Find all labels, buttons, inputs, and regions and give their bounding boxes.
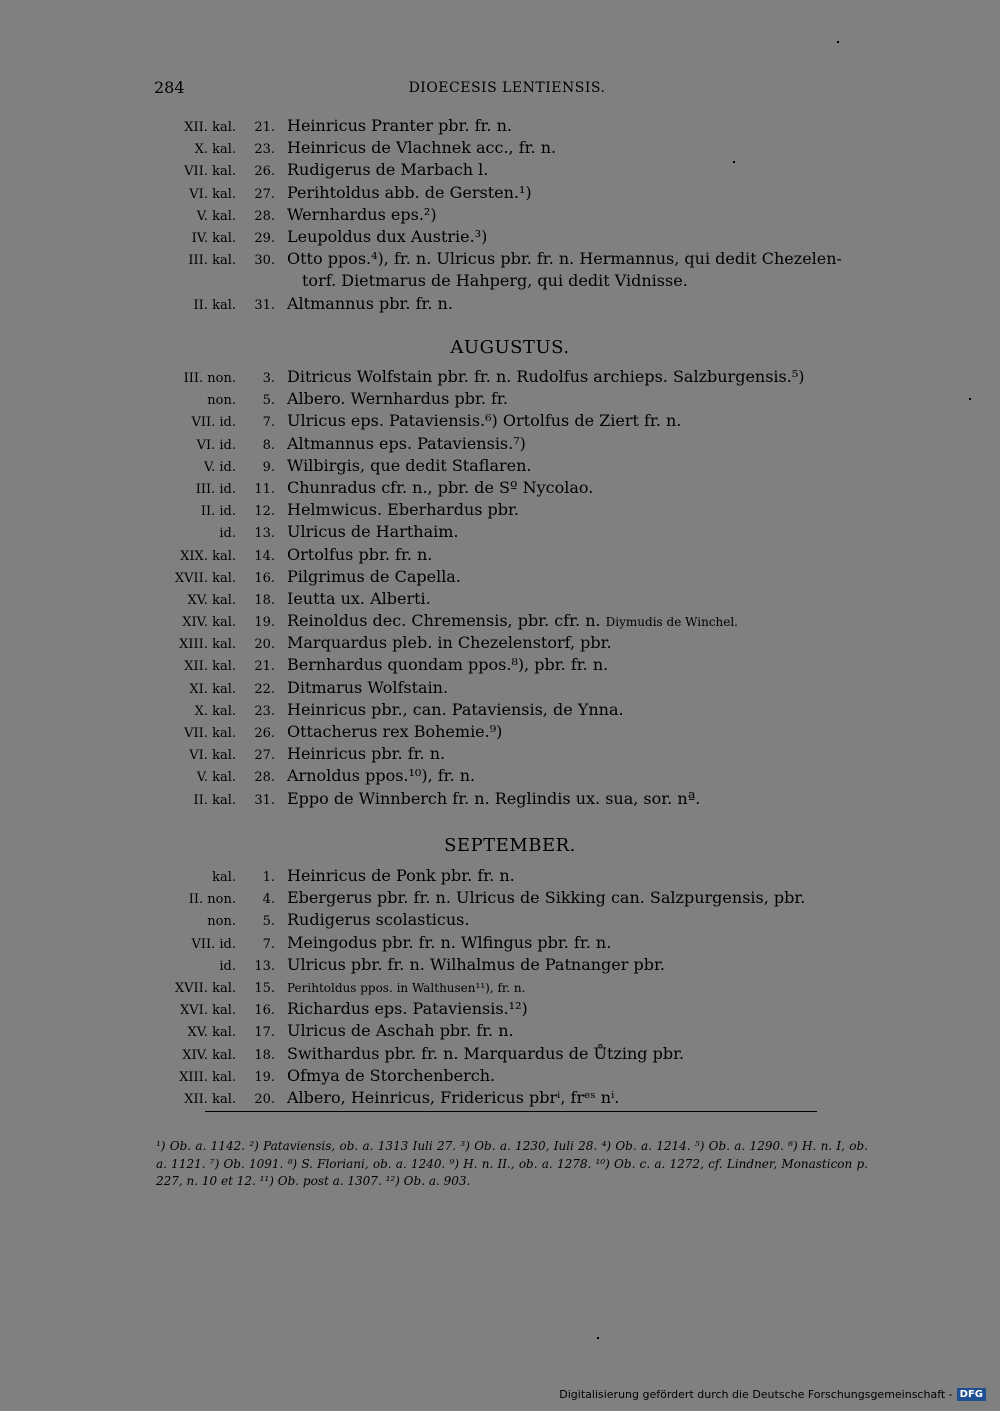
dfg-logo: DFG [957, 1388, 986, 1401]
entry-names: Heinricus de Ponk pbr. fr. n. [287, 866, 515, 885]
scan-speck [837, 41, 839, 43]
entry-text [287, 1066, 495, 1085]
calendar-entry-continuation [150, 271, 870, 293]
entry-day: 11. [254, 481, 275, 497]
entry-text [287, 611, 738, 630]
entry-date: XII. kal. [184, 659, 236, 675]
entry-date: XII. kal. [184, 1091, 236, 1107]
entry-day: 26. [254, 726, 275, 741]
entry-names: Ofmya de Storchenberch. [287, 1065, 496, 1085]
calendar-entry [150, 227, 870, 249]
entry-day: 14. [254, 548, 275, 564]
calendar-entry [150, 478, 870, 500]
calendar-entry [150, 1044, 870, 1066]
entry-date: V. kal. [196, 770, 236, 786]
calendar-entry [150, 700, 870, 722]
calendar-entry [150, 205, 870, 227]
entry-text [287, 700, 624, 719]
calendar-entry [150, 999, 870, 1021]
footnote: ¹¹) Ob. post a. 1307. [259, 1174, 382, 1188]
calendar-entry [150, 766, 870, 788]
entry-day: 18. [254, 592, 275, 608]
entry-text [287, 766, 475, 785]
entry-names: Ebergerus pbr. fr. n. Ulricus de Sikking can. Salzpurgensis, pbr. [287, 888, 806, 908]
footnote: ¹⁰) Ob. c. a. 1272, cf. Lindner, Monasticon p. 227, n. 10 et 12. [156, 1156, 868, 1188]
entry-date: non. [207, 914, 236, 930]
entry-names: Ditmarus Wolfstain. [287, 677, 449, 697]
entry-text [287, 1021, 514, 1040]
entry-day: 22. [254, 681, 275, 697]
entry-date: non. [207, 393, 236, 409]
entry-names: Ulricus de Harthaim. [287, 522, 459, 542]
entry-names: Albero. Wernhardus pbr. fr. [287, 389, 508, 409]
entry-names: Marquardus pleb. in Chezelenstorf, pbr. [287, 633, 612, 653]
calendar-entry [150, 888, 870, 910]
entry-text [287, 933, 611, 952]
entry-names: Pilgrimus de Capella. [287, 566, 461, 586]
entry-names: Ottacherus rex Bohemie.⁹) [287, 722, 503, 741]
september-entries [150, 866, 870, 1110]
entry-day: 8. [262, 437, 275, 453]
entry-date: X. kal. [194, 703, 236, 719]
calendar-entry [150, 977, 870, 999]
calendar-entry [150, 249, 870, 271]
page-header [154, 78, 860, 102]
entry-date: XIII. kal. [179, 1069, 236, 1085]
entry-names: Wilbirgis, que dedit Staflaren. [287, 455, 532, 475]
entry-text [287, 888, 805, 907]
entry-text [287, 249, 842, 268]
entry-names: Wernhardus eps.²) [287, 204, 437, 224]
entry-names: Rudigerus scolasticus. [287, 910, 470, 930]
july-entries [150, 116, 870, 316]
entry-day: 28. [254, 770, 275, 786]
entry-text [287, 1044, 684, 1063]
entry-names: Heinricus de Vlachnek acc., fr. n. [287, 138, 557, 158]
entry-text [287, 789, 700, 808]
calendar-entry [150, 955, 870, 977]
entry-text [287, 567, 461, 586]
entry-date: XIII. kal. [179, 637, 236, 653]
entry-names: Ieutta ux. Alberti. [287, 588, 431, 608]
footnote: ⁶) H. n. I, ob. a. 1121. [156, 1139, 868, 1171]
entry-date: id. [219, 526, 236, 542]
entry-names: Rudigerus de Marbach l. [287, 160, 489, 180]
entry-date: VI. kal. [189, 186, 236, 202]
entry-names: Altmannus eps. Pataviensis.⁷) [287, 433, 526, 453]
entry-date: II. kal. [193, 297, 236, 313]
entry-date: VI. kal. [189, 748, 236, 764]
entry-day: 4. [262, 892, 275, 908]
footnote: ³) Ob. a. 1230, Iuli 28. [460, 1139, 598, 1153]
entry-text [287, 456, 531, 475]
entry-date: VII. kal. [184, 726, 236, 741]
august-entries [150, 367, 870, 811]
entry-text [287, 1088, 619, 1107]
entry-date: VII. kal. [184, 164, 236, 180]
entry-names: Eppo de Winnberch fr. n. Reglindis ux. sua, sor. nª. [287, 788, 701, 808]
entry-names: Albero, Heinricus, Fridericus pbrⁱ, frᵉˢ nⁱ. [287, 1087, 620, 1107]
calendar-entry [150, 789, 870, 811]
calendar-entry [150, 116, 870, 138]
calendar-entry [150, 138, 870, 160]
entry-day: 18. [254, 1047, 275, 1063]
entry-names: Meingodus pbr. fr. n. Wlfingus pbr. fr. n. [287, 932, 612, 952]
entry-small-note: Perihtoldus ppos. in Walthusen¹¹), fr. n. [287, 980, 526, 995]
calendar-entry [150, 722, 870, 744]
entry-day: 5. [262, 393, 275, 409]
calendar-entry [150, 633, 870, 655]
running-title: DIOECESIS LENTIENSIS. [408, 80, 606, 96]
scan-speck [597, 1337, 599, 1339]
footnote: ⁷) Ob. 1091. [209, 1156, 284, 1171]
entry-names: Ditricus Wolfstain pbr. fr. n. Rudolfus archieps. Salzburgensis.⁵) [287, 367, 805, 386]
entry-text [287, 977, 525, 996]
entry-text [287, 367, 805, 386]
entry-day: 17. [254, 1025, 275, 1041]
entry-date: II. kal. [193, 792, 236, 808]
entry-day: 27. [254, 186, 275, 202]
footnote: ⁴) Ob. a. 1214. [601, 1139, 691, 1153]
entry-text-continuation: torf. Dietmarus de Hahperg, qui dedit Vidnisse. [302, 271, 688, 291]
entry-day: 20. [254, 637, 275, 653]
footnote: ⁸) S. Floriani, ob. a. 1240. [287, 1156, 446, 1171]
entry-text [287, 389, 508, 408]
entry-day: 12. [254, 504, 275, 520]
entry-text [287, 633, 612, 652]
entry-names: Ulricus pbr. fr. n. Wilhalmus de Patnanger pbr. [287, 954, 665, 974]
footnote: ⁵) Ob. a. 1290. [694, 1139, 784, 1153]
entry-day: 26. [254, 164, 275, 180]
entry-text [287, 160, 488, 179]
entry-day: 15. [254, 980, 275, 996]
entry-day: 20. [254, 1091, 275, 1107]
entry-day: 9. [262, 459, 275, 475]
entry-text [287, 500, 519, 519]
entry-text [287, 411, 681, 430]
entry-day: 31. [254, 297, 275, 313]
calendar-entry [150, 500, 870, 522]
entry-date: XVI. kal. [180, 1003, 236, 1019]
footnote: ²) Pataviensis, ob. a. 1313 Iuli 27. [249, 1139, 457, 1153]
entry-date: X. kal. [194, 142, 236, 158]
entry-text [287, 999, 528, 1018]
calendar-entry [150, 744, 870, 766]
entry-day: 30. [254, 253, 275, 269]
entry-names: Chunradus cfr. n., pbr. de Sº Nycolao. [287, 477, 594, 497]
entry-date: III. kal. [188, 253, 236, 269]
entry-day: 19. [254, 1069, 275, 1085]
calendar-entry [150, 160, 870, 182]
entry-day: 21. [254, 659, 275, 675]
entry-text [287, 678, 448, 697]
page-number: 284 [154, 78, 185, 97]
calendar-entry [150, 545, 870, 567]
calendar-entry [150, 434, 870, 456]
entry-date: VII. id. [191, 936, 236, 952]
funding-text: Digitalisierung gefördert durch die Deutsche Forschungsgemeinschaft - [559, 1387, 953, 1401]
entry-names: Arnoldus ppos.¹⁰), fr. n. [287, 766, 476, 786]
entry-day: 23. [254, 142, 275, 158]
entry-date: XI. kal. [189, 681, 236, 697]
entry-day: 7. [262, 415, 275, 431]
entry-names: Perihtoldus abb. de Gersten.¹) [287, 182, 532, 202]
entry-names: Richardus eps. Pataviensis.¹²) [287, 999, 528, 1019]
entry-names: Helmwicus. Eberhardus pbr. [287, 500, 520, 520]
calendar-entry [150, 294, 870, 316]
entry-names: Ulricus eps. Pataviensis.⁶) Ortolfus de Ziert fr. n. [287, 411, 682, 431]
entry-text [287, 138, 556, 157]
entry-date: V. kal. [196, 208, 236, 224]
entry-text [287, 434, 526, 453]
footnote-rule [205, 1111, 817, 1112]
entry-names: Ulricus de Aschah pbr. fr. n. [287, 1021, 514, 1041]
entry-day: 29. [254, 230, 275, 246]
entry-day: 1. [262, 870, 275, 885]
entry-names: Heinricus pbr., can. Pataviensis, de Ynna. [287, 699, 624, 719]
entry-day: 7. [262, 936, 275, 952]
calendar-entry [150, 1066, 870, 1088]
calendar-entry [150, 567, 870, 589]
entry-date: XIV. kal. [182, 615, 236, 631]
entry-names: Swithardus pbr. fr. n. Marquardus de Ůtzing pbr. [287, 1043, 685, 1063]
entry-text [287, 910, 469, 929]
entry-text [287, 294, 453, 313]
entry-day: 16. [254, 1003, 275, 1019]
funding-notice [559, 1384, 986, 1404]
entry-date: IV. kal. [191, 230, 236, 246]
footnote: ¹) Ob. a. 1142. [156, 1139, 246, 1153]
entry-names: Reinoldus dec. Chremensis, pbr. cfr. n. [287, 611, 601, 631]
entry-date: XIX. kal. [180, 548, 236, 564]
calendar-entry [150, 678, 870, 700]
entry-date: XII. kal. [184, 120, 236, 135]
entry-date: III. id. [195, 481, 236, 497]
entry-day: 21. [254, 120, 275, 135]
entry-day: 16. [254, 570, 275, 586]
entry-date: VI. id. [196, 437, 236, 453]
entry-date: VII. id. [191, 415, 236, 431]
entry-text [287, 227, 487, 246]
entry-names: Ortolfus pbr. fr. n. [287, 544, 433, 564]
calendar-entry [150, 1021, 870, 1043]
calendar-entry [150, 522, 870, 544]
calendar-entry [150, 655, 870, 677]
entry-text [287, 744, 445, 763]
calendar-entry [150, 866, 870, 888]
entry-text [287, 545, 432, 564]
entry-text [287, 205, 437, 224]
entry-text [287, 722, 502, 741]
september-heading: SEPTEMBER. [444, 835, 576, 856]
calendar-entry [150, 1088, 870, 1110]
entry-date: V. id. [204, 459, 236, 475]
entry-day: 13. [254, 526, 275, 542]
calendar-entry [150, 183, 870, 205]
calendar-entry [150, 933, 870, 955]
scan-speck [733, 161, 735, 163]
entry-date: XV. kal. [187, 1025, 236, 1041]
entry-date: XVII. kal. [174, 570, 236, 586]
calendar-entry [150, 910, 870, 932]
entry-text [287, 478, 593, 497]
entry-day: 23. [254, 703, 275, 719]
entry-date: XVII. kal. [174, 980, 236, 996]
entry-date: XIV. kal. [182, 1047, 236, 1063]
entry-day: 19. [254, 615, 275, 631]
entry-text [287, 866, 515, 885]
entry-day: 27. [254, 748, 275, 764]
calendar-entry [150, 589, 870, 611]
calendar-entry [150, 411, 870, 433]
entry-text [287, 183, 532, 202]
scan-speck [969, 398, 971, 400]
entry-text [287, 522, 459, 541]
footnotes [156, 1138, 868, 1191]
entry-text [287, 116, 512, 135]
entry-names: Leupoldus dux Austrie.³) [287, 226, 488, 246]
entry-day: 13. [254, 958, 275, 974]
entry-names: Bernhardus quondam ppos.⁸), pbr. fr. n. [287, 655, 609, 675]
entry-text [287, 589, 431, 608]
entry-date: XV. kal. [187, 592, 236, 608]
entry-day: 5. [262, 914, 275, 930]
entry-date: II. non. [188, 892, 236, 908]
entry-date: kal. [212, 870, 236, 885]
entry-small-note: Diymudis de Winchel. [605, 615, 738, 630]
entry-names: Heinricus Pranter pbr. fr. n. [287, 116, 512, 135]
entry-text [287, 655, 608, 674]
calendar-entry [150, 611, 870, 633]
entry-day: 31. [254, 792, 275, 808]
calendar-entry [150, 389, 870, 411]
august-heading: AUGUSTUS. [450, 337, 570, 358]
entry-names: Heinricus pbr. fr. n. [287, 744, 446, 764]
entry-date: id. [219, 958, 236, 974]
entry-day: 3. [262, 371, 275, 386]
entry-text [287, 955, 665, 974]
entry-date: II. id. [200, 504, 236, 520]
calendar-entry [150, 367, 870, 389]
entry-names: Altmannus pbr. fr. n. [287, 293, 453, 313]
footnote: ⁹) H. n. II., ob. a. 1278. [449, 1156, 592, 1171]
entry-date: III. non. [183, 371, 236, 386]
calendar-entry [150, 456, 870, 478]
entry-names: Otto ppos.⁴), fr. n. Ulricus pbr. fr. n. Hermannus, qui dedit Chezelen- [287, 249, 842, 269]
footnote: ¹²) Ob. a. 903. [385, 1174, 471, 1188]
entry-day: 28. [254, 208, 275, 224]
